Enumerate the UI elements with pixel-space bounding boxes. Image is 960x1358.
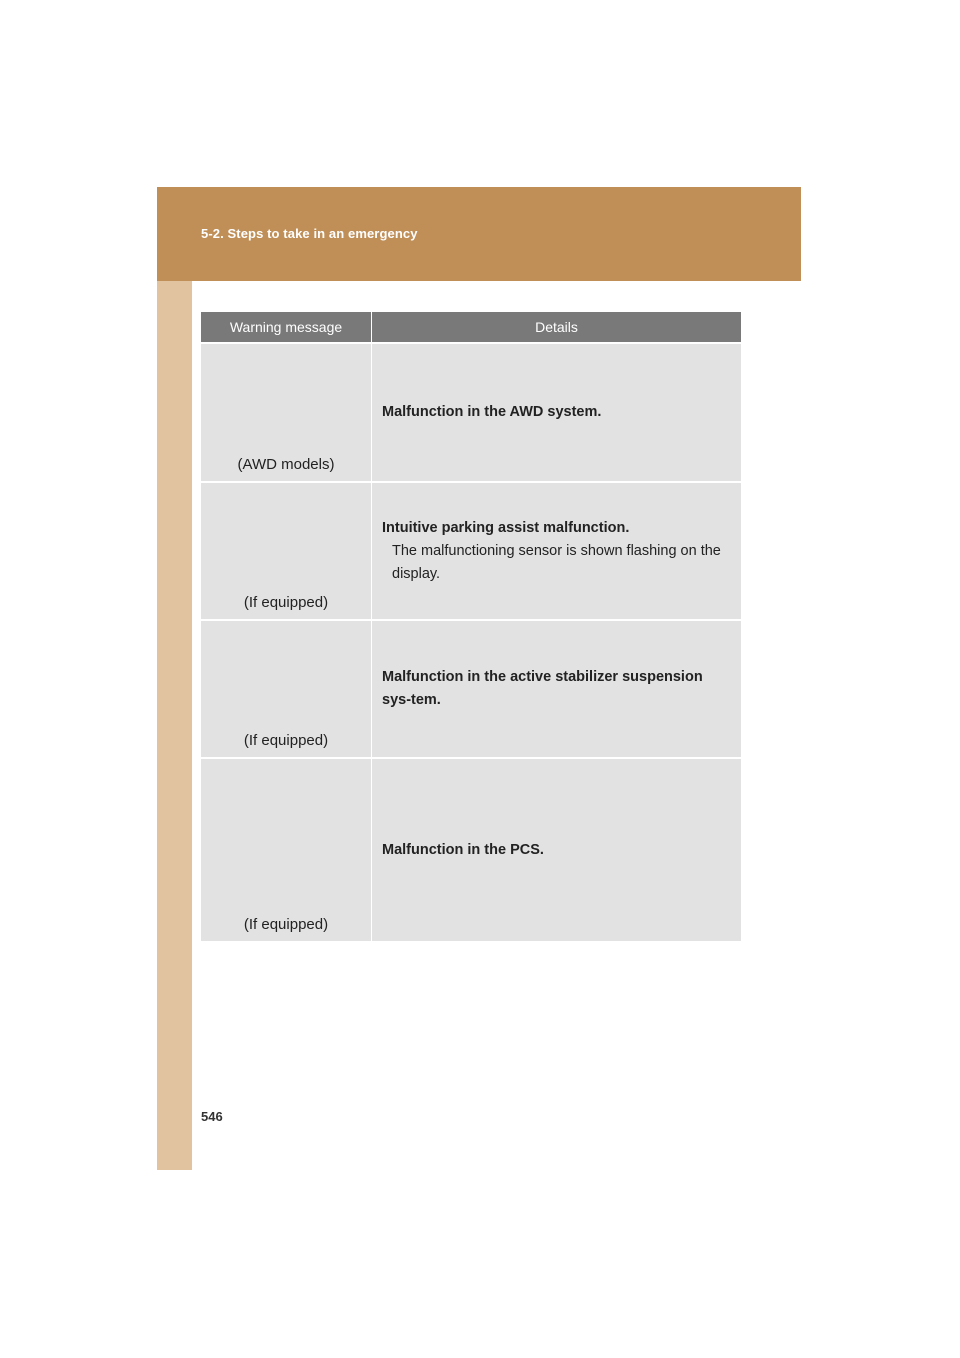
table-header [201, 312, 741, 342]
condition-label: (If equipped) [243, 732, 329, 749]
condition-label: (If equipped) [243, 594, 329, 611]
detail-text: Intuitive parking assist malfunction. [382, 519, 630, 536]
table-row [201, 342, 741, 481]
section-title: 5-2. Steps to take in an emergency [201, 226, 418, 241]
side-strip [157, 281, 192, 1170]
warning-cell [201, 621, 371, 757]
details-cell [371, 621, 740, 757]
column-header-details: Details [371, 312, 741, 342]
detail-note: The malfunctioning sensor is shown flashing on the display. [392, 542, 721, 582]
detail-text: Malfunction in the active stabilizer suspension sys-tem. [382, 669, 703, 708]
warning-cell [201, 344, 371, 481]
details-cell [371, 344, 740, 481]
condition-label: (If equipped) [243, 916, 329, 933]
details-cell [371, 483, 740, 619]
warning-cell [201, 759, 371, 941]
detail-text: Malfunction in the PCS. [382, 841, 544, 858]
warning-cell [201, 483, 371, 619]
table-row [201, 619, 741, 757]
table-row [201, 757, 741, 941]
table-row [201, 481, 741, 619]
column-header-warning-message: Warning message [229, 319, 343, 335]
warning-message-table [201, 312, 741, 941]
detail-text: Malfunction in the AWD system. [382, 404, 602, 420]
details-cell [371, 759, 740, 941]
condition-label: (AWD models) [237, 456, 335, 473]
page-number: 546 [201, 1109, 223, 1124]
